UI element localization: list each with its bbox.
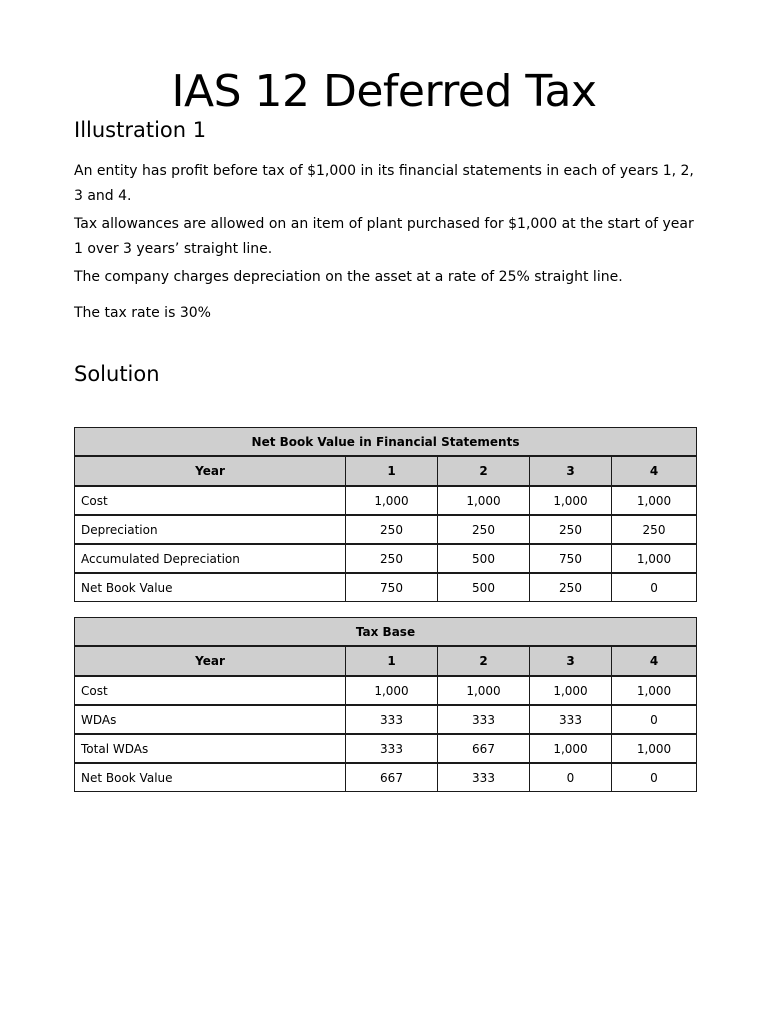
table-cell: 1,000 — [612, 486, 697, 515]
table-cell: 750 — [346, 573, 438, 602]
row-label: Total WDAs — [75, 734, 346, 763]
row-label: Accumulated Depreciation — [75, 544, 346, 573]
column-header: Year — [75, 456, 346, 486]
table-cell: 333 — [346, 734, 438, 763]
column-header: Year — [75, 646, 346, 676]
table-cell: 1,000 — [530, 734, 612, 763]
tax-base-table — [74, 617, 697, 792]
paragraph-profit: An entity has profit before tax of $1,000 in its financial statements in each of years 1, 2, 3 and 4. — [74, 163, 694, 204]
paragraph-tax-rate: The tax rate is 30% — [74, 305, 211, 321]
table-cell: 333 — [346, 705, 438, 734]
solution-heading: Solution — [74, 362, 160, 386]
table-cell: 750 — [530, 544, 612, 573]
column-header: 4 — [612, 456, 697, 486]
table-cell: 667 — [438, 734, 530, 763]
paragraph-depreciation: The company charges depreciation on the asset at a rate of 25% straight line. — [74, 269, 623, 285]
column-header: 1 — [346, 646, 438, 676]
table-cell: 667 — [346, 763, 438, 792]
table-row — [75, 573, 697, 602]
row-label: Net Book Value — [75, 763, 346, 792]
column-header: 1 — [346, 456, 438, 486]
table-cell: 0 — [612, 705, 697, 734]
table-row — [75, 705, 697, 734]
table-cell: 333 — [530, 705, 612, 734]
table-cell: 250 — [346, 515, 438, 544]
page-title: IAS 12 Deferred Tax — [171, 66, 597, 117]
table-row — [75, 763, 697, 792]
table-cell: 500 — [438, 573, 530, 602]
row-label: Cost — [75, 486, 346, 515]
table-caption: Net Book Value in Financial Statements — [75, 428, 697, 457]
table-header-row — [75, 456, 697, 486]
table-cell: 1,000 — [346, 676, 438, 705]
table-row — [75, 544, 697, 573]
column-header: 3 — [530, 456, 612, 486]
table-cell: 0 — [612, 573, 697, 602]
row-label: Cost — [75, 676, 346, 705]
table-cell: 1,000 — [530, 486, 612, 515]
table-cell: 250 — [612, 515, 697, 544]
table-cell: 1,000 — [438, 486, 530, 515]
column-header: 4 — [612, 646, 697, 676]
table-cell: 1,000 — [346, 486, 438, 515]
table-cell: 1,000 — [612, 734, 697, 763]
nbv-table — [74, 427, 697, 602]
illustration-subtitle: Illustration 1 — [74, 118, 207, 142]
table-cell: 0 — [530, 763, 612, 792]
table-header-row — [75, 646, 697, 676]
table-cell: 0 — [612, 763, 697, 792]
column-header: 3 — [530, 646, 612, 676]
table-row — [75, 734, 697, 763]
row-label: WDAs — [75, 705, 346, 734]
table-caption: Tax Base — [75, 618, 697, 647]
table-row — [75, 515, 697, 544]
table-cell: 1,000 — [612, 676, 697, 705]
column-header: 2 — [438, 456, 530, 486]
paragraph-allowances: Tax allowances are allowed on an item of plant purchased for $1,000 at the start of year 1 over 3 years’ straight line. — [74, 216, 694, 257]
column-header: 2 — [438, 646, 530, 676]
row-label: Net Book Value — [75, 573, 346, 602]
table-cell: 333 — [438, 763, 530, 792]
table-cell: 333 — [438, 705, 530, 734]
table-cell: 250 — [346, 544, 438, 573]
table-cell: 250 — [438, 515, 530, 544]
table-cell: 250 — [530, 515, 612, 544]
table-cell: 500 — [438, 544, 530, 573]
table-row — [75, 676, 697, 705]
table-cell: 250 — [530, 573, 612, 602]
table-cell: 1,000 — [612, 544, 697, 573]
row-label: Depreciation — [75, 515, 346, 544]
table-cell: 1,000 — [530, 676, 612, 705]
table-row — [75, 486, 697, 515]
table-cell: 1,000 — [438, 676, 530, 705]
